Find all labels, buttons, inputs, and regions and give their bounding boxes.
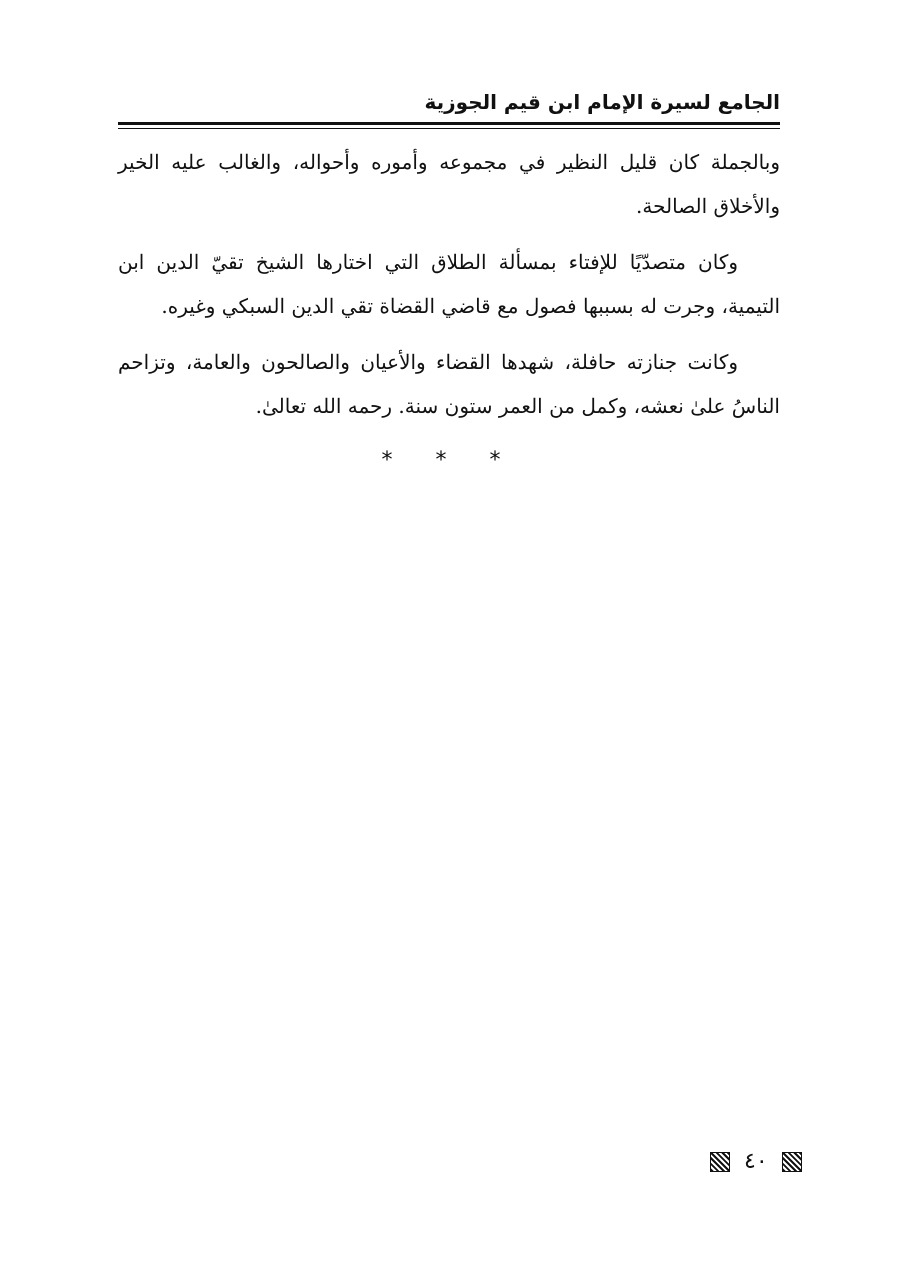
running-header-title: الجامع لسيرة الإمام ابن قيم الجوزية <box>424 90 780 114</box>
page-number: ٤٠ <box>744 1149 768 1174</box>
right-ornament-icon <box>782 1152 802 1172</box>
body-text <box>118 140 780 440</box>
paragraph-3: وكانت جنازته حافلة، شهدها القضاء والأعيان والصالحون والعامة، وتزاحم الناسُ علىٰ نعشه، وكمل من العمر ستون سنة. رحمه الله تعالىٰ. <box>118 350 780 418</box>
left-ornament-icon <box>710 1152 730 1172</box>
paragraph-1: وبالجملة كان قليل النظير في مجموعه وأموره وأحواله، والغالب عليه الخير والأخلاق الصالحة. <box>118 150 780 218</box>
header-rule-thin <box>118 128 780 129</box>
section-separator: * * * <box>381 448 519 473</box>
header-rule-thick <box>118 122 780 125</box>
page-folio <box>710 1148 802 1176</box>
paragraph-2: وكان متصدّيًا للإفتاء بمسألة الطلاق التي اختارها الشيخ تقيّ الدين ابن التيمية، وجرت له بسببها فصول مع قاضي القضاة تقي الدين السبكي وغيره. <box>118 250 780 318</box>
